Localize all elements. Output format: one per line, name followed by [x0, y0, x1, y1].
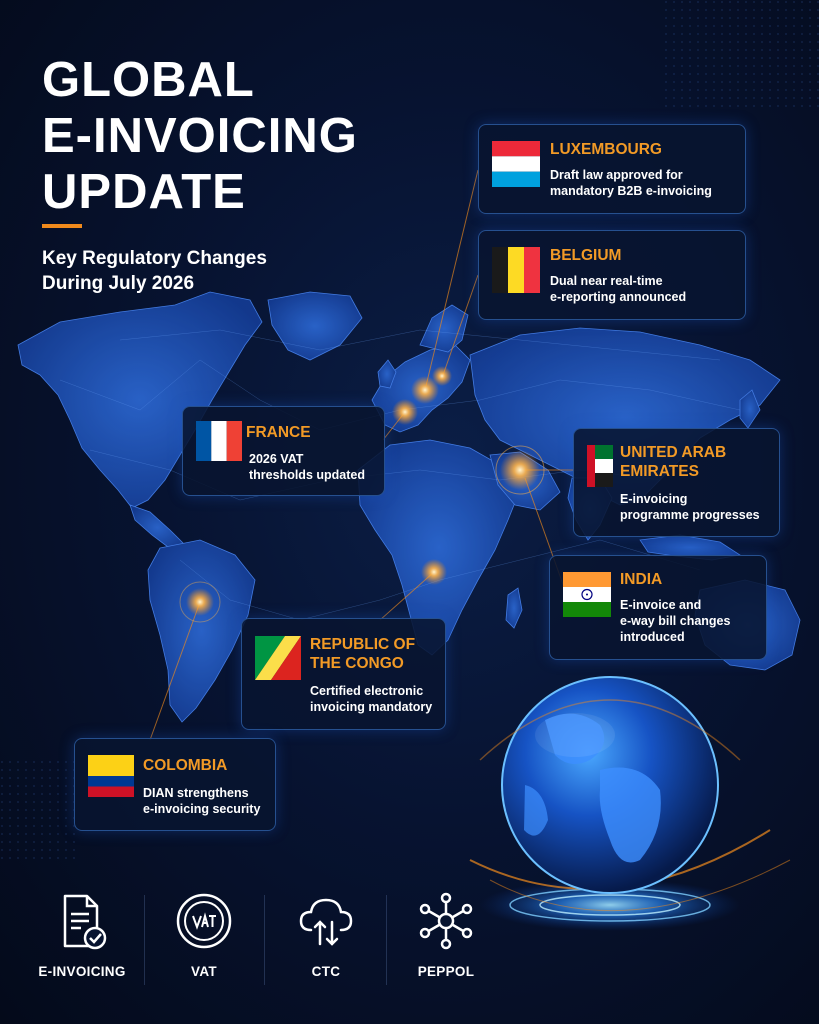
country-desc-colombia: DIAN strengthens e-invoicing security — [143, 786, 261, 816]
country-name-india: INDIA — [620, 571, 663, 588]
belgium-flag-icon — [492, 247, 540, 293]
country-desc-congo: Certified electronic invoicing mandatory — [310, 684, 433, 714]
greenland-shape — [268, 292, 362, 360]
luxembourg-flag-icon — [492, 141, 540, 187]
footer-item-e-invoicing — [22, 890, 142, 979]
title-line-2: E-INVOICING — [42, 109, 358, 163]
country-name-france: FRANCE — [246, 424, 311, 441]
glowing-globe — [470, 677, 790, 931]
title-accent-bar — [42, 224, 82, 228]
vat-seal-icon — [173, 890, 235, 952]
network-hub-icon — [415, 890, 477, 952]
card-belgium — [478, 230, 746, 320]
footer-label-ctc: CTC — [311, 964, 341, 979]
footer-item-peppol — [386, 890, 506, 979]
country-desc-luxembourg: Draft law approved for mandatory B2B e-invoicing — [550, 168, 712, 198]
india-flag-icon — [563, 572, 611, 617]
card-india — [549, 555, 767, 660]
country-name-colombia: COLOMBIA — [143, 757, 228, 774]
central-america-shape — [130, 505, 185, 550]
document-check-icon — [51, 890, 113, 952]
subtitle-line-2: During July 2026 — [42, 273, 195, 294]
footer-item-vat — [144, 890, 264, 979]
footer-divider-2 — [264, 895, 265, 985]
card-congo — [241, 618, 446, 730]
card-luxembourg — [478, 124, 746, 214]
country-name-uae: UNITED ARAB EMIRATES — [620, 444, 727, 480]
page-title — [42, 52, 358, 220]
country-desc-uae: E-invoicing programme progresses — [620, 492, 760, 522]
page-subtitle — [42, 246, 267, 296]
card-uae — [573, 428, 780, 537]
country-desc-belgium: Dual near real-time e-reporting announced — [550, 274, 687, 304]
uae-flag-icon — [587, 445, 613, 487]
country-name-belgium: BELGIUM — [550, 247, 622, 264]
title-line-1: GLOBAL — [42, 53, 255, 107]
madagascar-shape — [506, 588, 522, 628]
country-name-congo: REPUBLIC OF THE CONGO — [310, 636, 416, 672]
footer-item-ctc — [266, 890, 386, 979]
footer-label-vat: VAT — [191, 964, 217, 979]
country-desc-india: E-invoice and e-way bill changes introduced — [620, 598, 731, 644]
footer-label-peppol: PEPPOL — [417, 964, 475, 979]
cloud-sync-icon — [295, 890, 357, 952]
title-line-3: UPDATE — [42, 165, 246, 219]
footer-label-e-invoicing: E-INVOICING — [38, 964, 126, 979]
card-colombia — [74, 738, 276, 831]
south-america-shape — [148, 540, 255, 722]
country-name-luxembourg: LUXEMBOURG — [550, 141, 662, 158]
subtitle-line-1: Key Regulatory Changes — [42, 248, 267, 269]
card-france — [182, 406, 385, 496]
congo-flag-icon — [255, 636, 301, 680]
dot-grid-top-right — [660, 0, 819, 110]
colombia-flag-icon — [88, 755, 134, 797]
country-desc-france: 2026 VAT thresholds updated — [249, 452, 365, 482]
dot-grid-bottom-left — [0, 760, 80, 860]
france-flag-icon — [196, 421, 242, 461]
